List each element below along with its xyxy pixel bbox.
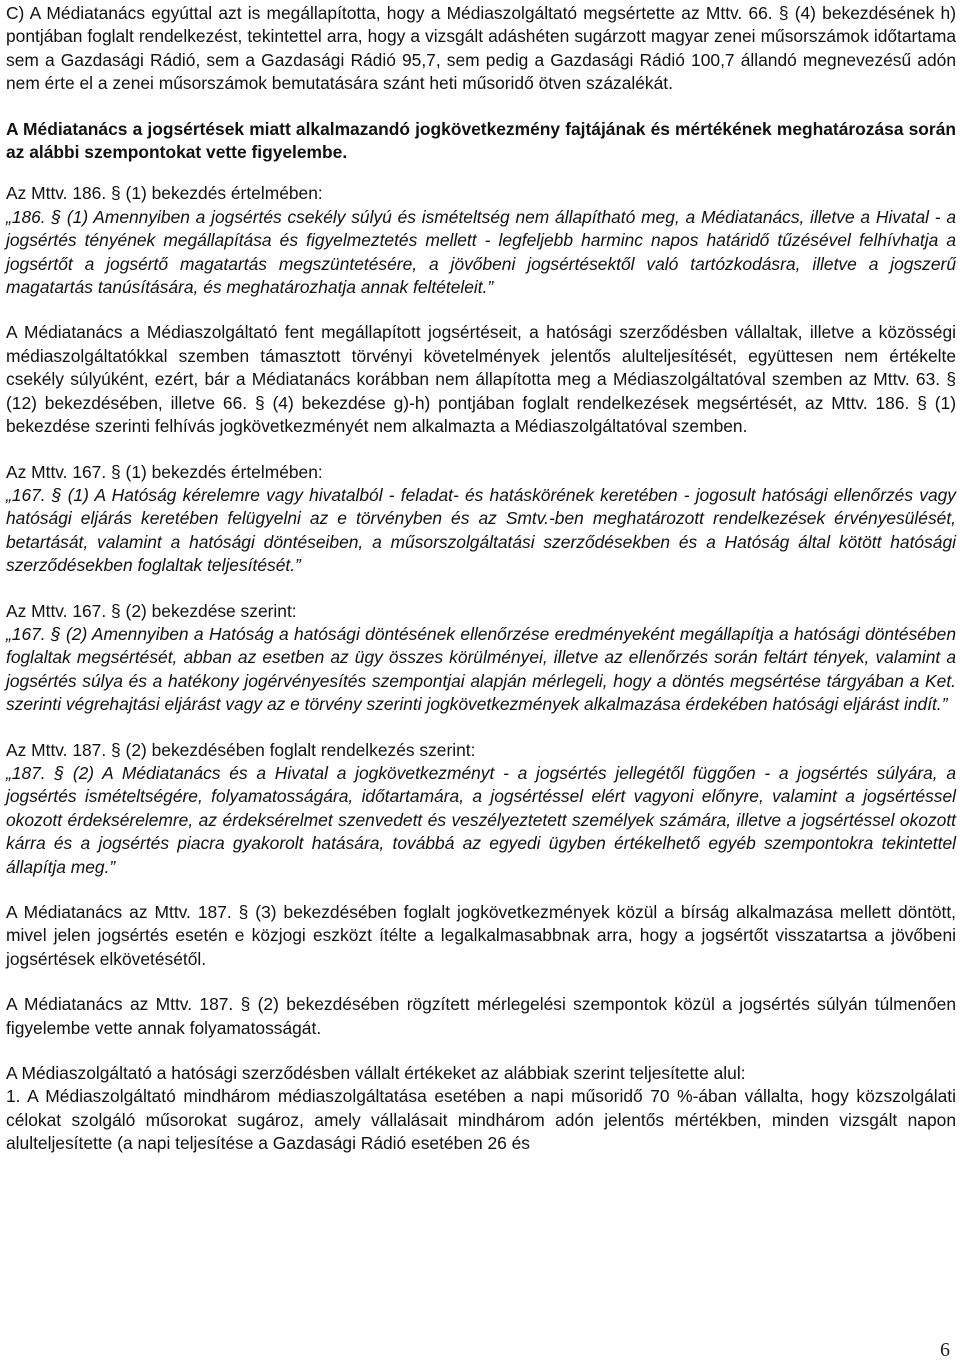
page-number: 6 bbox=[940, 1339, 950, 1361]
paragraph-continuity: A Médiatanács az Mttv. 187. § (2) bekezdésében rögzített mérlegelési szempontok közül a jogsértés súlyán túlmenően figyelembe vette annak folyamatosságát. bbox=[6, 994, 956, 1038]
paragraph-sanction-criteria: A Médiatanács a jogsértések miatt alkalmazandó jogkövetkezmény fajtájának és mértékének meghatározása során az alábbi szempontokat vette figyelembe. bbox=[6, 118, 956, 163]
paragraph-mttv-187-2-intro: Az Mttv. 187. § (2) bekezdésében foglalt rendelkezés szerint: bbox=[6, 739, 476, 760]
paragraph-assessment: A Médiatanács a Médiaszolgáltató fent megállapított jogsértéseit, a hatósági szerződésben vállaltak, illetve a közösségi médiaszolgáltatókkal szemben támasztott törvényi követelmények jelentős alulteljesítését, együttesen nem értékelte csekély súlyúként, ezért, bár a Médiatanács korábban nem állapította meg a Médiaszolgáltatóval szemben az Mttv. 63. § (12) bekezdésében, illetve 66. § (4) bekezdése g)-h) pontjában foglalt rendelkezések megsértését, az Mttv. 186. § (1) bekezdése szerinti felhívás jogkövetkezményét nem alkalmazta a Médiaszolgáltatóval szemben. bbox=[6, 322, 956, 437]
paragraph-mttv-167-2-intro: Az Mttv. 167. § (2) bekezdése szerint: bbox=[6, 600, 297, 621]
paragraph-mttv-186-intro: Az Mttv. 186. § (1) bekezdés értelmében: bbox=[6, 183, 323, 204]
paragraph-underperformance-intro: A Médiaszolgáltató a hatósági szerződésben vállalt értékeket az alábbiak szerint teljesítette alul: bbox=[6, 1063, 746, 1084]
quote-mttv-187-2: „187. § (2) A Médiatanács és a Hivatal a jogkövetkezményt - a jogsértés jellegétől függően - a jogsértés súlyára, a jogsértés ismételtségére, folyamatosságára, időtartamára, a jogsértéssel elért vagyoni előnyre, valamint a jogsértéssel okozott érdeksérelemre, az érdeksérelmet szenvedett és veszélyeztetett személyek számára, illetve a jogsértéssel okozott kárra és a jogsértés piacra gyakorolt hatására, továbbá az egyedi ügyben értékelhető egyéb szempontokra tekintettel állapítja meg.” bbox=[6, 762, 956, 877]
list-item-1: 1. A Médiaszolgáltató mindhárom médiaszolgáltatása esetében a napi műsoridő 70 %-ában vállalta, hogy közszolgálati célokat szolgáló műsorokat sugároz, amely vállalásait mindhárom adón jelentős mértékben, minden vizsgált napon alulteljesítette (a napi teljesítése a Gazdasági Rádió esetében 26 és bbox=[6, 1086, 956, 1154]
paragraph-fine-decision: A Médiatanács az Mttv. 187. § (3) bekezdésében foglalt jogkövetkezmények közül a bírság alkalmazása mellett döntött, mivel jelen jogsértés esetén e közjogi eszközt ítélte a legalkalmasabbnak arra, hogy a jogsértőt visszatartsa a jövőbeni jogsértések elkövetésétől. bbox=[6, 902, 956, 969]
paragraph-violation-c: C) A Médiatanács egyúttal azt is megállapította, hogy a Médiaszolgáltató megsértette az Mttv. 66. § (4) bekezdésének h) pontjában foglalt rendelkezést, tekintettel arra, hogy a vizsgált adáshéten sugárzott magyar zenei műsorszámok időtartama sem a Gazdasági Rádió, sem a Gazdasági Rádió 95,7, sem pedig a Gazdasági Rádió 100,7 állandó megnevezésű adón nem érte el a zenei műsorszámok bemutatására szánt heti műsoridő ötven százalékát. bbox=[6, 3, 956, 94]
document-body bbox=[6, 2, 956, 1156]
paragraph-mttv-167-1-intro: Az Mttv. 167. § (1) bekezdés értelmében: bbox=[6, 461, 323, 482]
quote-mttv-167-2: „167. § (2) Amennyiben a Hatóság a hatósági döntésének ellenőrzése eredményeként megállapítja a hatósági döntésében foglaltak megsértését, abban az esetben az ügy összes körülményei, illetve az ellenőrzés során feltárt tények, valamint a jogsértés súlya és a hatékony jogérvényesítés szempontjai alapján mérlegeli, hogy a döntés megsértése tárgyában a Ket. szerinti végrehajtási eljárást vagy az e törvény szerinti jogkövetkezmények alkalmazása érdekében hatósági eljárást indít.” bbox=[6, 623, 956, 715]
quote-mttv-186: „186. § (1) Amennyiben a jogsértés csekély súlyú és ismételtség nem állapítható meg, a Médiatanács, illetve a Hivatal - a jogsértés tényének megállapítása és figyelmeztetés mellett - legfeljebb harminc napos határidő tűzésével felhívhatja a jogsértőt a jogsértő magatartás megszüntetésére, a jövőbeni jogsértésektől való tartózkodásra, illetve a jogszerű magatartás tanúsítására, és meghatározhatja annak feltételeit.” bbox=[6, 206, 956, 298]
quote-mttv-167-1: „167. § (1) A Hatóság kérelemre vagy hivatalból - feladat- és hatáskörének keretében - jogosult hatósági ellenőrzés vagy hatósági eljárás keretében felügyelni az e törvényben és az Smtv.-ben meghatározott rendelkezések érvényesülését, betartását, valamint a hatósági döntéseiben, a műsorszolgáltatási szerződésekben és a Hatóság által kötött hatósági szerződésekben foglaltak teljesítését.” bbox=[6, 484, 956, 576]
